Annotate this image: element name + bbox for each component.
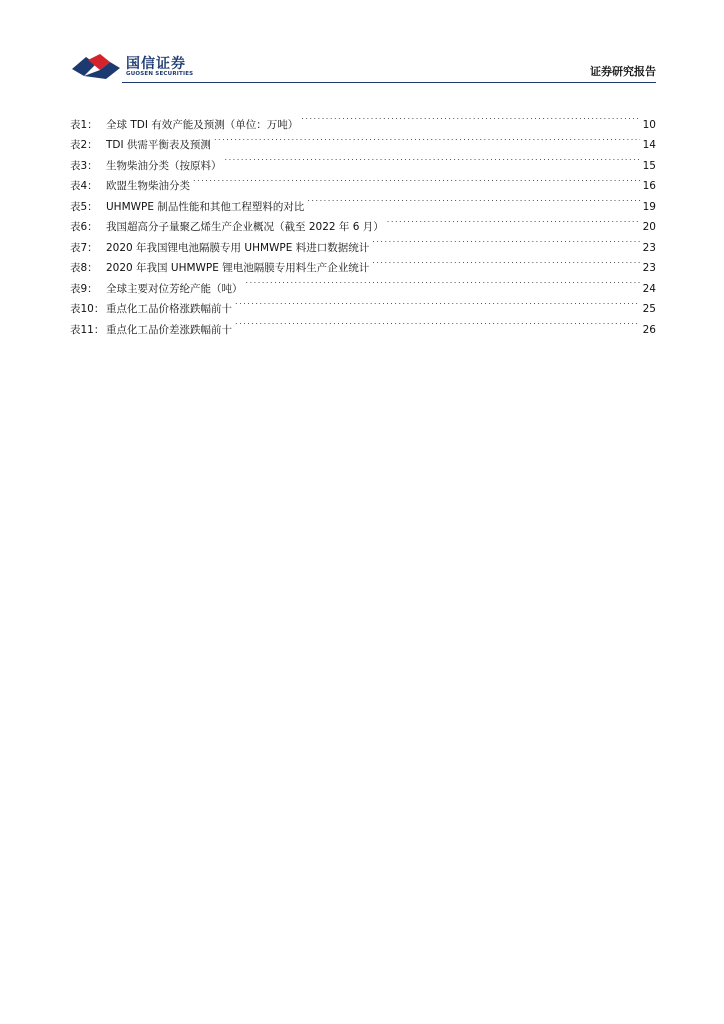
- company-logo: [70, 50, 200, 82]
- toc-leader-dots: [235, 312, 640, 333]
- toc-leader-dots: [235, 292, 640, 313]
- toc-entry-title: 全球 TDI 有效产能及预测（单位：万吨）: [106, 118, 299, 131]
- toc-entry-label: 表5：: [70, 200, 98, 213]
- toc-entry-page-number: 14: [642, 139, 656, 151]
- toc-entry-label: 表1：: [70, 118, 98, 131]
- toc-entry-label: 表4：: [70, 180, 98, 192]
- toc-entry-page-number: 24: [642, 282, 656, 295]
- header-divider: [122, 82, 656, 83]
- toc-entry-label: 表2：: [70, 139, 98, 151]
- toc-leader-dots: [225, 148, 640, 169]
- toc-entry-page-number: 23: [642, 241, 656, 254]
- toc-leader-dots: [387, 210, 640, 231]
- toc-entry-title: 我国超高分子量聚乙烯生产企业概况（截至 2022 年 6 月）: [106, 221, 384, 233]
- toc-entry-label: 表6：: [70, 221, 98, 233]
- toc-entry-page-number: 23: [642, 262, 656, 274]
- toc-entry-title: UHMWPE 制品性能和其他工程塑料的对比: [106, 200, 305, 213]
- toc-entry-title: 重点化工品价差涨跌幅前十: [106, 323, 232, 336]
- table-of-contents: [70, 107, 656, 336]
- toc-entry-page-number: 19: [642, 200, 656, 213]
- toc-leader-dots: [307, 189, 639, 210]
- toc-entry-label: 表8：: [70, 262, 98, 274]
- toc-entry-page-number: 20: [642, 221, 656, 233]
- toc-entry-title: 2020 年我国 UHMWPE 锂电池隔膜专用料生产企业统计: [106, 262, 370, 274]
- toc-leader-dots: [246, 271, 640, 292]
- toc-entry-title: 欧盟生物柴油分类: [106, 180, 190, 192]
- toc-entry-label: 表9：: [70, 282, 98, 295]
- toc-entry-label: 表11：: [70, 323, 105, 336]
- toc-leader-dots: [301, 107, 639, 128]
- toc-leader-dots: [372, 251, 639, 272]
- toc-entry-title: 全球主要对位芳纶产能（吨）: [106, 282, 243, 295]
- logo-chinese-name: 国信证券: [126, 56, 186, 72]
- toc-entry-title: TDI 供需平衡表及预测: [106, 139, 211, 151]
- toc-entry-title: 重点化工品价格涨跌幅前十: [106, 303, 232, 315]
- toc-leader-dots: [193, 169, 640, 190]
- page-header: [70, 50, 656, 84]
- toc-entry-label: 表3：: [70, 159, 98, 172]
- toc-entry-title: 2020 年我国锂电池隔膜专用 UHMWPE 料进口数据统计: [106, 241, 370, 254]
- toc-entry-page-number: 10: [642, 118, 656, 131]
- toc-entry-label: 表7：: [70, 241, 98, 254]
- toc-entry-page-number: 16: [642, 180, 656, 192]
- toc-leader-dots: [214, 128, 640, 149]
- report-type-label: 证券研究报告: [590, 65, 656, 78]
- logo-english-name: GUOSEN SECURITIES: [126, 71, 194, 77]
- toc-entry-label: 表10：: [70, 303, 105, 315]
- toc-leader-dots: [372, 230, 639, 251]
- guosen-logo-icon: [70, 52, 122, 80]
- toc-entry-title: 生物柴油分类（按原料）: [106, 159, 222, 172]
- toc-entry-page-number: 15: [642, 159, 656, 172]
- toc-entry-page-number: 25: [642, 303, 656, 315]
- toc-entry-page-number: 26: [642, 323, 656, 336]
- toc-entry[interactable]: [70, 107, 656, 131]
